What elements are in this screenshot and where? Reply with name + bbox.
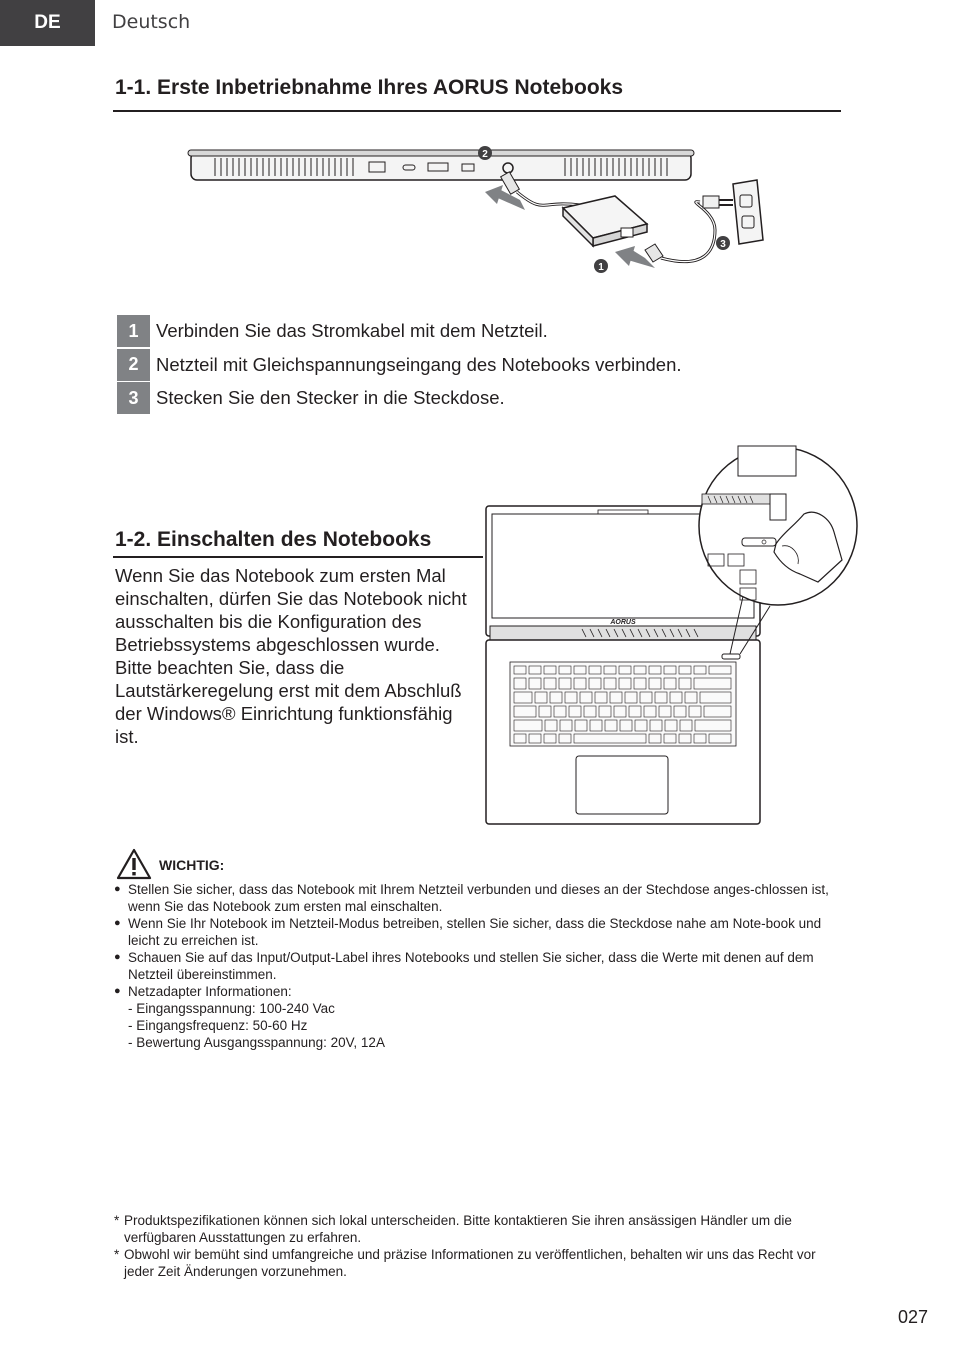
step-3	[117, 382, 682, 414]
section1-divider	[113, 110, 841, 112]
laptop-rear-lip	[188, 150, 694, 156]
keyboard	[510, 662, 736, 746]
step-number: 3	[117, 382, 150, 414]
footnote: * Produktspezifikationen können sich lokal unterscheiden. Bitte kontaktieren Sie ihren ansässigen Händler um die verfügbaren Ausstattungen zu erfahren.	[114, 1212, 844, 1246]
language-tab: DE	[0, 0, 95, 46]
callout-2-label: 2	[482, 149, 488, 160]
aorus-logo: AORUS	[610, 619, 636, 626]
warning-item: ● Wenn Sie Ihr Notebook im Netzteil-Modus betreiben, stellen Sie sicher, dass die Steckdose nahe am Note-book und leicht zu erreichen ist.	[114, 915, 834, 949]
ac-cable	[661, 202, 715, 262]
step-number: 1	[117, 315, 150, 347]
footnotes	[114, 1212, 844, 1280]
step-text: Stecken Sie den Stecker in die Steckdose.	[156, 387, 505, 408]
wall-outlet	[733, 180, 763, 244]
step-text: Netzteil mit Gleichspannungseingang des Notebooks verbinden.	[156, 353, 682, 375]
language-name: Deutsch	[112, 11, 191, 33]
power-button-zoom	[699, 446, 857, 605]
callout-1-label: 1	[598, 262, 604, 273]
power-button	[722, 654, 740, 659]
section2-title: 1-2. Einschalten des Notebooks	[115, 528, 432, 551]
warning-title: WICHTIG:	[159, 857, 225, 873]
section1-title: 1-1. Erste Inbetriebnahme Ihres AORUS Notebooks	[115, 76, 624, 99]
step-2	[117, 349, 682, 381]
spec-line: - Bewertung Ausgangsspannung: 20V, 12A	[128, 1035, 385, 1050]
step-number: 2	[117, 349, 150, 381]
page-number: 027	[898, 1307, 929, 1327]
warning-list	[114, 881, 834, 1051]
spec-line: - Eingangsspannung: 100-240 Vac	[128, 1001, 335, 1016]
footnote: * Obwohl wir bemüht sind umfangreiche und präzise Informationen zu veröffentlichen, behalten wir uns das Recht vor jeder Zeit Änderungen vorzunehmen.	[114, 1246, 844, 1280]
setup-steps	[117, 315, 682, 416]
wall-plug	[703, 196, 719, 208]
power-on-illustration	[482, 442, 862, 828]
adapter-specs	[128, 1000, 834, 1051]
callout-3-label: 3	[720, 239, 726, 250]
touchpad	[576, 756, 668, 814]
spec-line: - Eingangsfrequenz: 50-60 Hz	[128, 1018, 308, 1033]
warning-icon	[116, 848, 152, 880]
ac-cable-connector	[645, 244, 663, 262]
warning-item: ● Stellen Sie sicher, dass das Notebook mit Ihrem Netzteil verbunden und dieses an der Stechdose anges-chlossen ist, wenn Sie das Notebook zum ersten mal einschalten.	[114, 881, 834, 915]
step-text: Verbinden Sie das Stromkabel mit dem Netzteil.	[156, 320, 548, 341]
power-connection-illustration	[185, 140, 785, 290]
section2-body: Wenn Sie das Notebook zum ersten Mal einschalten, dürfen Sie das Notebook nicht ausschalten bis die Konfiguration des Betriebssystems abgeschlossen wurde. Bitte beachten Sie, dass die Lautstärkeregelung erst mit dem Abschluß der Windows® Einrichtung funktionsfähig ist.	[115, 565, 467, 747]
adapter-info-heading: Netzadapter Informationen:	[128, 984, 292, 999]
warning-item: ● Schauen Sie auf das Input/Output-Label ihres Notebooks und stellen Sie sicher, dass die Werte mit denen auf dem Netzteil übereinstimmen.	[114, 949, 834, 983]
warning-item	[114, 983, 834, 1051]
step-1	[117, 315, 682, 347]
section2-divider	[113, 556, 483, 558]
laptop-hinge	[490, 626, 756, 640]
